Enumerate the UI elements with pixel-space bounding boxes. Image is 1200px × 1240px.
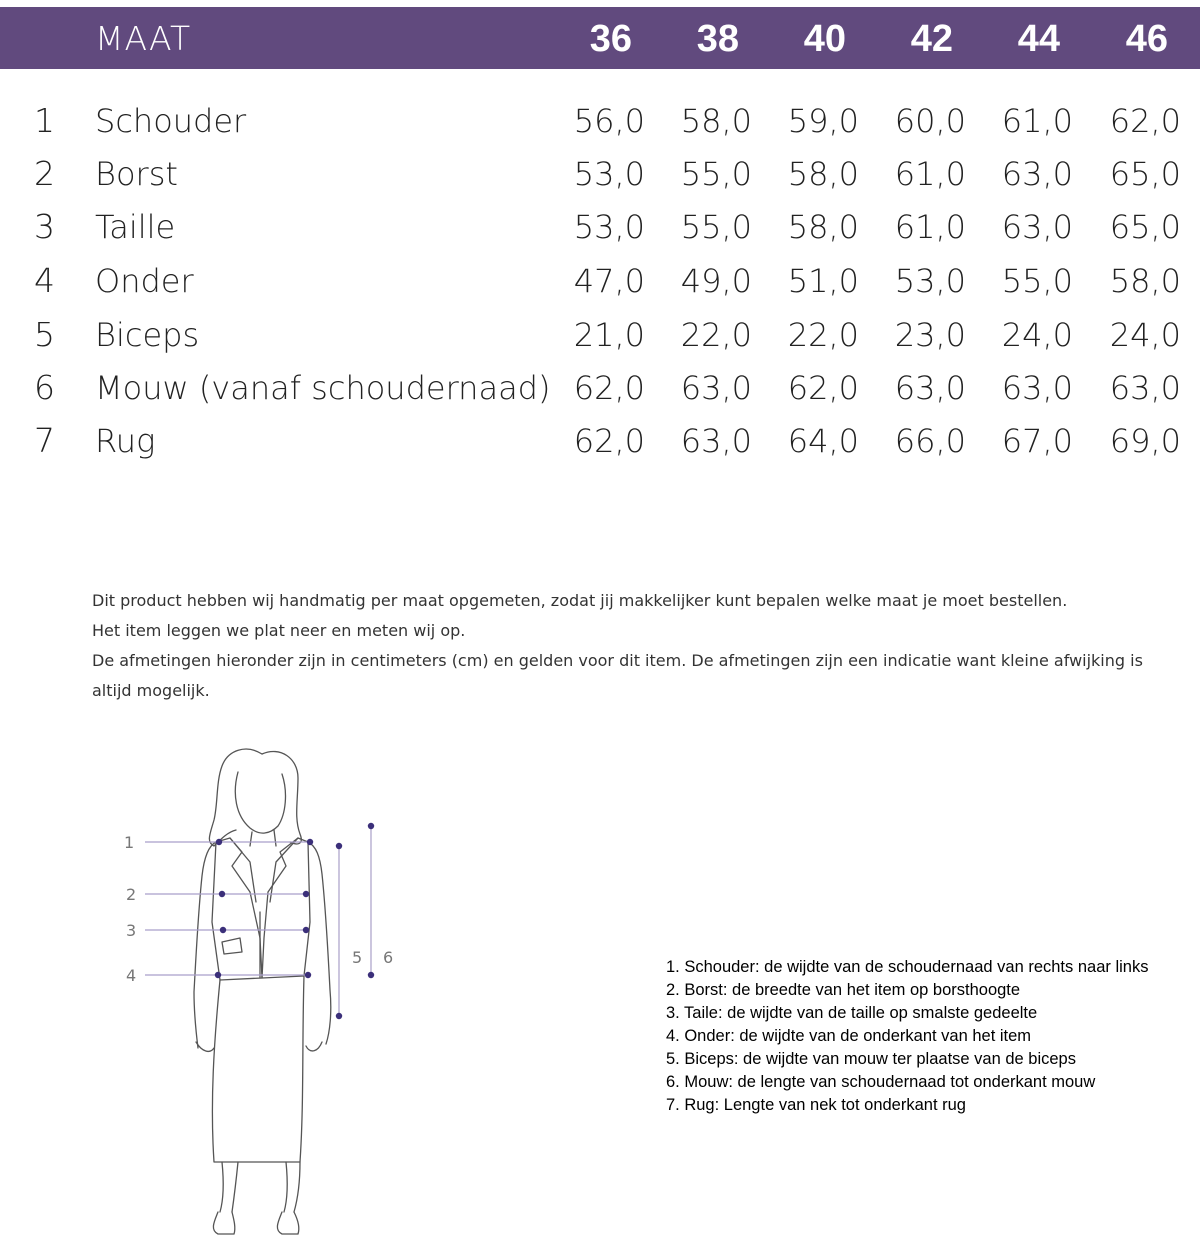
intro-line: De afmetingen hieronder zijn in centimeters (cm) en gelden voor dit item. De afmetingen zijn een indicatie want kleine afwijking is altijd mogelijk. bbox=[92, 651, 1143, 700]
row-value: 63,0 bbox=[1001, 369, 1073, 407]
shoe-outline bbox=[277, 1212, 298, 1234]
table-row bbox=[0, 207, 1200, 260]
row-value: 66,0 bbox=[894, 422, 966, 460]
measurement-figure bbox=[110, 742, 410, 1236]
figure-illustration bbox=[110, 742, 410, 1236]
row-value: 63,0 bbox=[680, 369, 752, 407]
size-table-header bbox=[0, 7, 1200, 69]
row-value: 61,0 bbox=[894, 155, 966, 193]
measurement-intro bbox=[92, 586, 1187, 706]
row-value: 22,0 bbox=[787, 316, 859, 354]
row-value: 63,0 bbox=[1109, 369, 1181, 407]
row-number: 7 bbox=[34, 421, 55, 460]
measure-dot bbox=[216, 839, 222, 845]
row-label: Borst bbox=[95, 155, 178, 193]
row-value: 61,0 bbox=[1001, 102, 1073, 140]
skirt-outline bbox=[212, 976, 304, 1162]
row-value: 58,0 bbox=[787, 155, 859, 193]
row-number: 2 bbox=[34, 154, 55, 193]
jacket-outline bbox=[194, 842, 216, 1048]
shoe-outline bbox=[213, 1212, 234, 1234]
leg-outline bbox=[284, 1162, 300, 1212]
row-value: 47,0 bbox=[573, 262, 645, 300]
figure-label: 6 bbox=[383, 948, 394, 967]
row-label: Schouder bbox=[95, 102, 247, 140]
header-size-40: 40 bbox=[803, 18, 846, 60]
row-value: 61,0 bbox=[894, 208, 966, 246]
row-label: Taille bbox=[95, 208, 176, 246]
measure-dot bbox=[220, 927, 226, 933]
row-value: 55,0 bbox=[680, 155, 752, 193]
measurement-legend bbox=[666, 956, 1186, 1117]
measure-dot bbox=[307, 839, 313, 845]
row-number: 4 bbox=[34, 261, 55, 300]
table-row bbox=[0, 101, 1200, 154]
neck-outline bbox=[250, 830, 276, 846]
row-value: 49,0 bbox=[680, 262, 752, 300]
figure-label: 4 bbox=[126, 966, 137, 985]
legend-item: 2. Borst: de breedte van het item op borsthoogte bbox=[666, 981, 1021, 999]
measure-dot bbox=[219, 891, 225, 897]
measure-dot bbox=[336, 843, 342, 849]
leg-outline bbox=[220, 1162, 238, 1212]
legend-item: 4. Onder: de wijdte van de onderkant van het item bbox=[666, 1027, 1032, 1045]
table-row bbox=[0, 154, 1200, 207]
row-label: Rug bbox=[95, 422, 156, 460]
measure-dot bbox=[336, 1013, 342, 1019]
row-value: 53,0 bbox=[573, 208, 645, 246]
figure-label: 2 bbox=[126, 885, 137, 904]
row-value: 23,0 bbox=[894, 316, 966, 354]
row-value: 60,0 bbox=[894, 102, 966, 140]
measure-dot bbox=[215, 972, 221, 978]
row-value: 64,0 bbox=[787, 422, 859, 460]
row-value: 63,0 bbox=[894, 369, 966, 407]
table-row bbox=[0, 261, 1200, 314]
jacket-outline bbox=[308, 842, 331, 1044]
table-row bbox=[0, 315, 1200, 368]
row-value: 65,0 bbox=[1109, 155, 1181, 193]
measure-dot bbox=[303, 927, 309, 933]
header-size-46: 46 bbox=[1125, 18, 1168, 60]
legend-item: 1. Schouder: de wijdte van de schoudernaad van rechts naar links bbox=[666, 958, 1149, 976]
row-value: 22,0 bbox=[680, 316, 752, 354]
header-label: MAAT bbox=[95, 19, 192, 58]
legend-item: 3. Taile: de wijdte van de taille op smalste gedeelte bbox=[666, 1004, 1038, 1022]
row-value: 53,0 bbox=[894, 262, 966, 300]
row-value: 58,0 bbox=[1109, 262, 1181, 300]
header-size-42: 42 bbox=[910, 18, 953, 60]
intro-line: Het item leggen we plat neer en meten wij op. bbox=[92, 621, 466, 640]
row-value: 67,0 bbox=[1001, 422, 1073, 460]
row-number: 6 bbox=[34, 368, 55, 407]
row-label: Mouw (vanaf schoudernaad) bbox=[95, 369, 551, 407]
row-value: 58,0 bbox=[680, 102, 752, 140]
jacket-outline bbox=[262, 838, 310, 978]
row-value: 56,0 bbox=[573, 102, 645, 140]
row-value: 62,0 bbox=[573, 422, 645, 460]
pocket-outline bbox=[222, 938, 242, 954]
row-value: 55,0 bbox=[1001, 262, 1073, 300]
row-value: 65,0 bbox=[1109, 208, 1181, 246]
figure-label: 1 bbox=[124, 833, 135, 852]
row-value: 21,0 bbox=[573, 316, 645, 354]
table-row bbox=[0, 421, 1200, 474]
row-number: 1 bbox=[34, 101, 55, 140]
header-size-38: 38 bbox=[696, 18, 739, 60]
measure-dot bbox=[368, 972, 374, 978]
face-outline bbox=[235, 772, 285, 833]
header-size-36: 36 bbox=[589, 18, 632, 60]
row-value: 62,0 bbox=[1109, 102, 1181, 140]
measure-dot bbox=[303, 891, 309, 897]
row-value: 24,0 bbox=[1001, 316, 1073, 354]
measure-dot bbox=[368, 823, 374, 829]
measure-dot bbox=[305, 972, 311, 978]
legend-item: 7. Rug: Lengte van nek tot onderkant rug bbox=[666, 1096, 966, 1114]
row-label: Onder bbox=[95, 262, 194, 300]
header-size-44: 44 bbox=[1017, 18, 1060, 60]
row-value: 62,0 bbox=[573, 369, 645, 407]
row-value: 69,0 bbox=[1109, 422, 1181, 460]
figure-label: 3 bbox=[126, 921, 137, 940]
row-label: Biceps bbox=[95, 316, 200, 354]
row-value: 53,0 bbox=[573, 155, 645, 193]
row-number: 3 bbox=[34, 207, 55, 246]
hair-outline bbox=[262, 751, 301, 843]
row-value: 63,0 bbox=[1001, 208, 1073, 246]
row-number: 5 bbox=[34, 315, 55, 354]
figure-label: 5 bbox=[352, 948, 363, 967]
row-value: 62,0 bbox=[787, 369, 859, 407]
row-value: 63,0 bbox=[680, 422, 752, 460]
lapel-outline bbox=[230, 838, 298, 902]
jacket-outline bbox=[212, 838, 262, 980]
row-value: 59,0 bbox=[787, 102, 859, 140]
row-value: 51,0 bbox=[787, 262, 859, 300]
legend-item: 5. Biceps: de wijdte van mouw ter plaatse van de biceps bbox=[666, 1050, 1076, 1068]
row-value: 24,0 bbox=[1109, 316, 1181, 354]
table-row bbox=[0, 368, 1200, 421]
intro-line: Dit product hebben wij handmatig per maat opgemeten, zodat jij makkelijker kunt bepalen welke maat je moet bestellen. bbox=[92, 591, 1068, 610]
row-value: 63,0 bbox=[1001, 155, 1073, 193]
row-value: 55,0 bbox=[680, 208, 752, 246]
legend-item: 6. Mouw: de lengte van schoudernaad tot onderkant mouw bbox=[666, 1073, 1096, 1091]
row-value: 58,0 bbox=[787, 208, 859, 246]
